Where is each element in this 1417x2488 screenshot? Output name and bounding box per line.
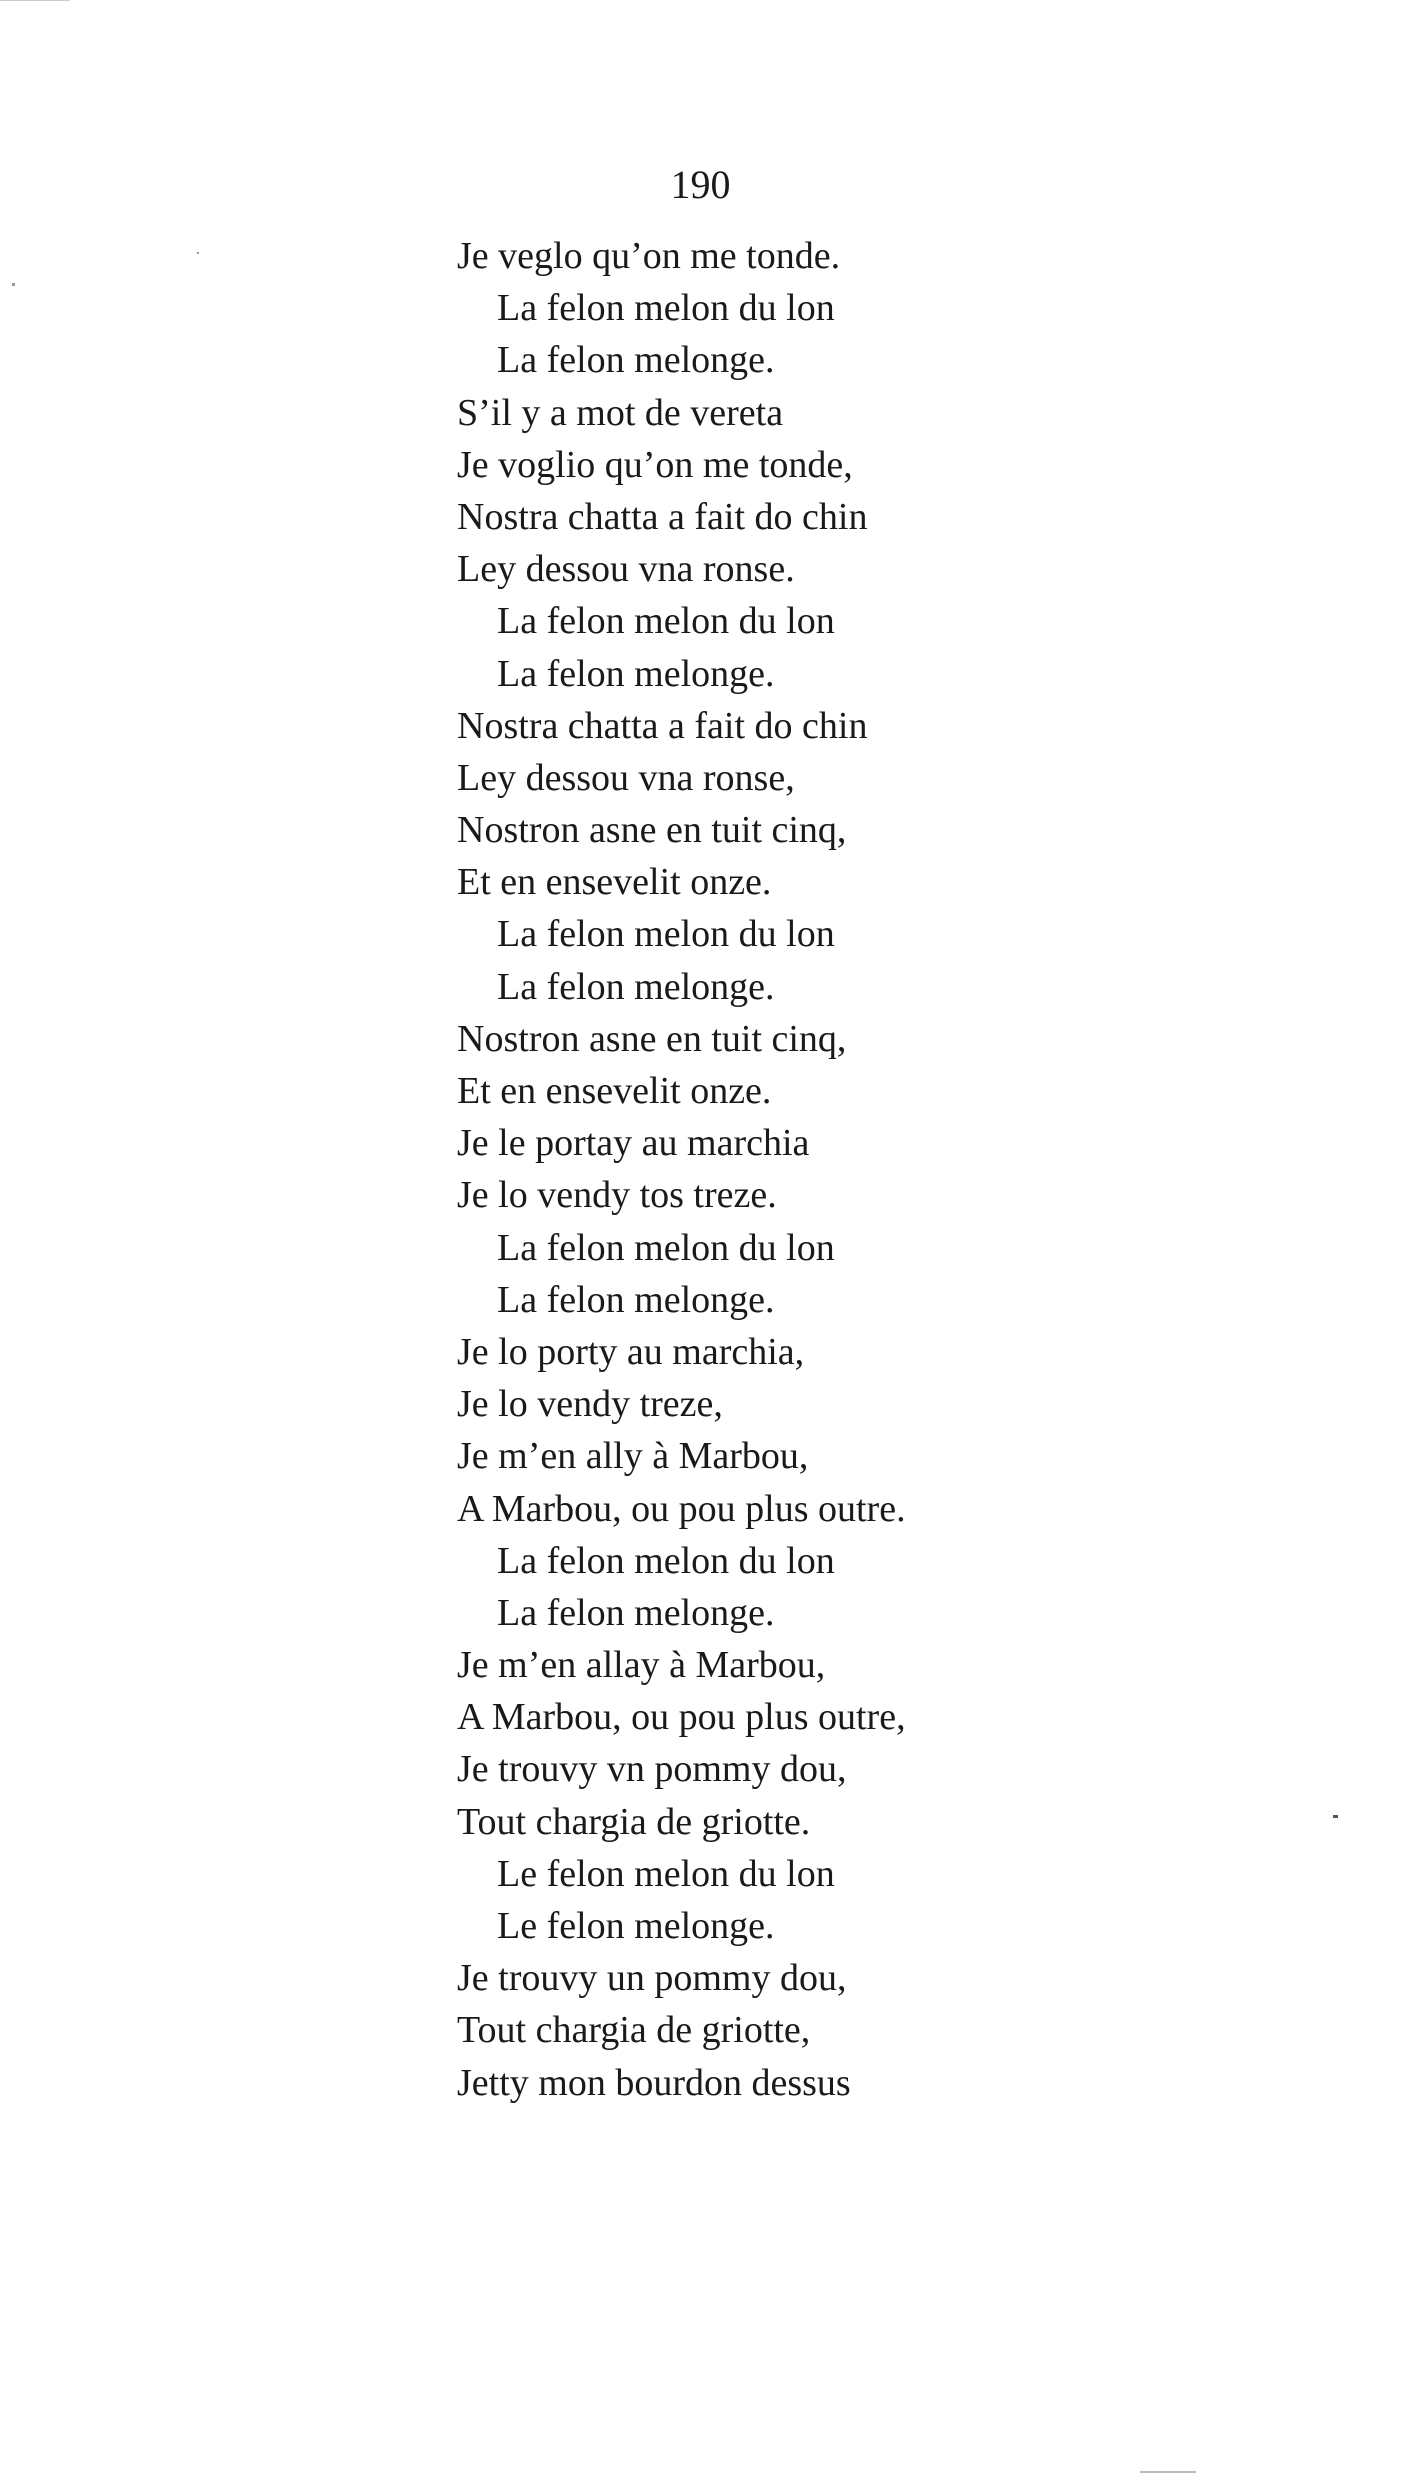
verse-line: A Marbou, ou pou plus outre. xyxy=(457,1487,906,1530)
verse-line: Et en ensevelit onze. xyxy=(457,861,772,904)
refrain-line: La felon melon du lon xyxy=(497,1539,835,1582)
verse-line: S’il y a mot de vereta xyxy=(457,391,784,434)
verse-line: Et en ensevelit onze. xyxy=(457,1070,772,1112)
verse-line: Nostra chatta a fait do chin xyxy=(457,495,868,538)
refrain-line: La felon melonge. xyxy=(497,652,775,695)
scan-speck xyxy=(0,0,70,1)
verse-line: Ley dessou vna ronse, xyxy=(457,756,795,799)
refrain-line: Le felon melon du lon xyxy=(497,1852,835,1895)
page-number: 190 xyxy=(670,162,731,207)
refrain-line: La felon melonge. xyxy=(497,965,775,1008)
verse-line: Je trouvy vn pommy dou, xyxy=(457,1748,847,1791)
verse-line: A Marbou, ou pou plus outre, xyxy=(457,1696,906,1739)
verse-line: Je le portay au marchia xyxy=(457,1122,810,1165)
verse-line: Tout chargia de griotte, xyxy=(457,2009,811,2052)
verse-line: Je trouvy un pommy dou, xyxy=(457,1957,847,2000)
verse-line: Nostron asne en tuit cinq, xyxy=(457,809,847,852)
verse-line: Je voglio qu’on me tonde, xyxy=(457,443,853,486)
verse-line: Je veglo qu’on me tonde. xyxy=(457,235,841,277)
verse-line: Nostra chatta a fait do chin xyxy=(457,704,868,747)
scan-speck xyxy=(12,283,15,286)
verse-line: Ley dessou vna ronse. xyxy=(457,548,795,591)
refrain-line: La felon melon du lon xyxy=(497,1226,835,1269)
poem-text xyxy=(457,230,1177,2109)
verse-line: Je lo vendy tos treze. xyxy=(457,1174,777,1217)
verse-line: Je lo porty au marchia, xyxy=(457,1330,805,1373)
refrain-line: La felon melonge. xyxy=(497,1591,775,1634)
scan-speck xyxy=(1333,1815,1338,1818)
verse-line: Tout chargia de griotte. xyxy=(457,1800,811,1843)
refrain-line: La felon melon du lon xyxy=(497,600,835,643)
verse-line: Je m’en ally à Marbou, xyxy=(457,1435,809,1478)
scan-speck xyxy=(197,252,199,254)
scan-speck xyxy=(1140,2471,1196,2473)
refrain-line: La felon melon du lon xyxy=(497,287,835,330)
refrain-line: Le felon melonge. xyxy=(497,1905,775,1947)
verse-line: Jetty mon bourdon dessus xyxy=(457,2061,851,2104)
refrain-line: La felon melonge. xyxy=(497,1278,775,1321)
refrain-line: La felon melon du lon xyxy=(497,913,835,956)
refrain-line: La felon melonge. xyxy=(497,339,775,382)
verse-line: Je lo vendy treze, xyxy=(457,1383,723,1426)
verse-line: Nostron asne en tuit cinq, xyxy=(457,1017,847,1060)
verse-line: Je m’en allay à Marbou, xyxy=(457,1644,826,1687)
